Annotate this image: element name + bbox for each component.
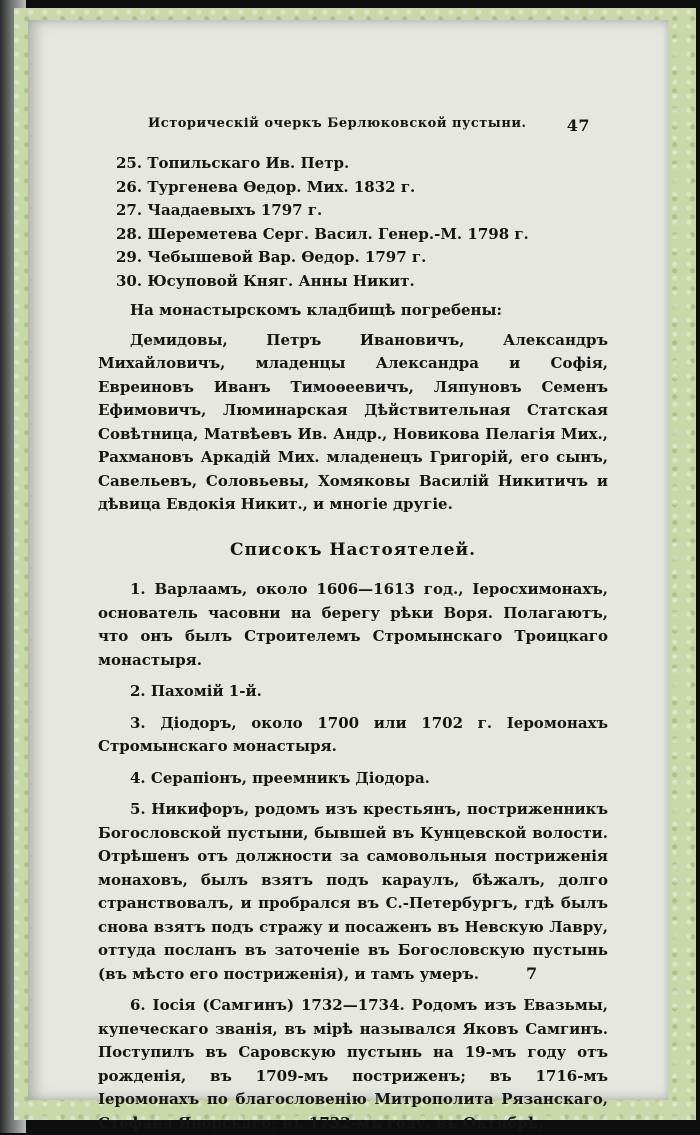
- abbot-entry: 5. Никифоръ, родомъ изъ крестьянъ, постриженникъ Богословской пустыни, бывшей въ Кунцевской волости. Отрѣшенъ отъ должности за самовольныя постриженія монаховъ, былъ взятъ подъ караулъ, бѣжалъ, долго странствовалъ, и пробрался въ С.-Петербургъ, гдѣ былъ снова взятъ подъ стражу и посаженъ въ Невскую Лавру, оттуда посланъ въ заточеніе въ Богословскую пустынь (въ мѣсто его постриженія), и тамъ умеръ.: [98, 800, 608, 983]
- abbot-entry: 4. Серапіонъ, преемникъ Діодора.: [130, 768, 430, 787]
- burial-entry: 28. Шереметева Серг. Васил. Генер.-М. 1798 г.: [116, 224, 529, 243]
- abbot-entry: 2. Пахомій 1-й.: [130, 682, 262, 700]
- cemetery-names: Демидовы, Петръ Ивановичъ, Александръ Михайловичъ, младенцы Александра и Софія, Евреиновъ Иванъ Тимоѳеевичъ, Ляпуновъ Семенъ Ефимовичъ, Люминарская Дѣйствительная Статская Совѣтница, Матвѣевъ Ив. Андр., Новикова Пелагія Мих., Рахмановъ Аркадій Мих. младенецъ Григорій, его сынъ, Савельевъ, Соловьевы, Хомяковы Василій Никитичъ и дѣвица Евдокія Никит., и многіе другіе.: [98, 330, 608, 513]
- abbot-entry: 1. Варлаамъ, около 1606—1613 год., Іеросхимонахъ, основатель часовни на берегу рѣки Воря. Полагаютъ, что онъ былъ Строителемъ Стромынскаго Троицкаго монастыря.: [98, 580, 608, 669]
- section-title: Списокъ Настоятелей.: [229, 539, 477, 560]
- running-title: Историческій очеркъ Берлюковской пустыни.: [148, 116, 527, 131]
- abbot-entry: 6. Іосія (Самгинъ) 1732—1734. Родомъ изъ Евазьмы, купеческаго званія, въ мірѣ назывался Яковъ Самгинъ. Поступилъ въ Саровскую пустынь на 19-мъ году отъ рожденія, въ 1709-мъ постриженъ; въ 1716-мъ Іеромонахъ по благословенію Митрополита Рязанскаго, Стефана Яворскаго; въ 1732-мъ году, въ Октябрѣ,: [98, 996, 608, 1132]
- burial-entry: 30. Юсуповой Княг. Анны Никит.: [116, 271, 415, 290]
- signature-mark: 7: [526, 964, 538, 983]
- burial-entry: 29. Чебышевой Вар. Ѳедор. 1797 г.: [116, 248, 427, 266]
- page-number: 47: [566, 116, 590, 135]
- burial-entry: 27. Чаадаевыхъ 1797 г.: [116, 201, 323, 219]
- abbot-entry: 3. Діодоръ, около 1700 или 1702 г. Іеромонахъ Стромынскаго монастыря.: [98, 713, 608, 755]
- cemetery-intro: На монастырскомъ кладбищѣ погребены:: [130, 301, 503, 319]
- book-page: [28, 20, 668, 1132]
- page-body: [98, 152, 608, 1135]
- burial-entry: 26. Тургенева Ѳедор. Мих. 1832 г.: [116, 177, 416, 196]
- burial-entry: 25. Топильскаго Ив. Петр.: [116, 154, 350, 172]
- running-header: [148, 116, 590, 135]
